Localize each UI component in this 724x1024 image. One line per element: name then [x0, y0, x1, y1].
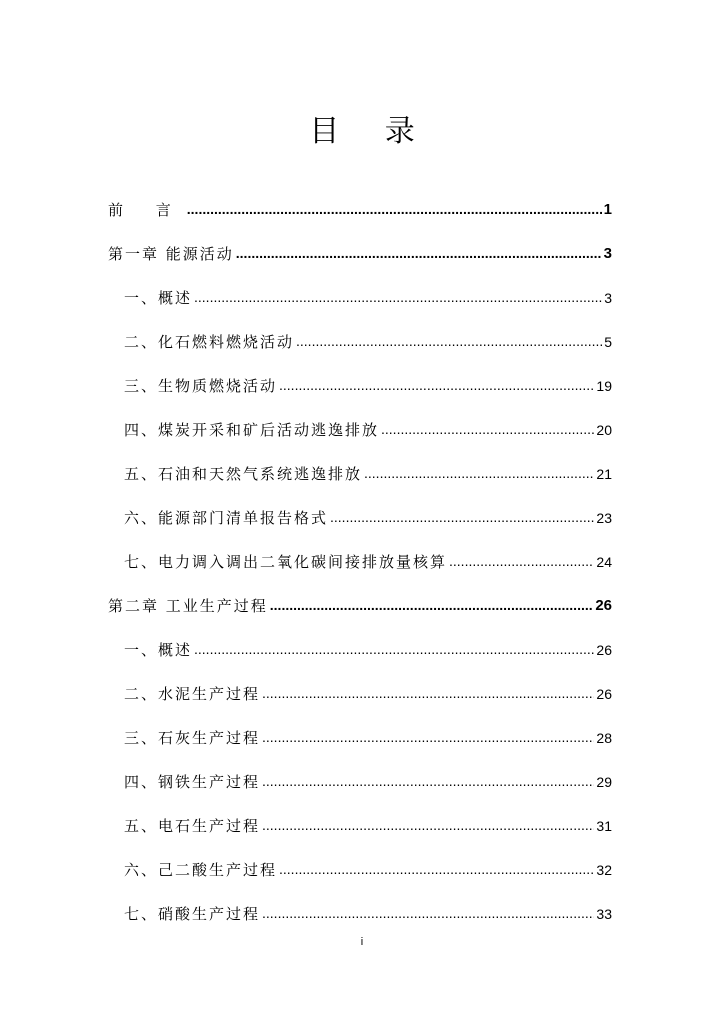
toc-entry-section[interactable] [124, 504, 612, 528]
toc-entry-label: 六、己二酸生产过程 [124, 861, 278, 879]
toc-entry-label: 五、电石生产过程 [124, 817, 261, 835]
toc-entry-page: 5 [604, 334, 612, 350]
toc-entry-page: 23 [596, 510, 612, 526]
toc-entry-label: 二、化石燃料燃烧活动 [124, 333, 295, 351]
toc-entry-label: 七、电力调入调出二氧化碳间接排放量核算 [124, 553, 448, 571]
toc-entry-page: 26 [596, 642, 612, 658]
toc-entry-page: 32 [596, 862, 612, 878]
toc-entry-label: 前 言 [108, 201, 185, 219]
toc-entry-label: 五、石油和天然气系统逃逸排放 [124, 465, 363, 483]
dot-leader [194, 641, 594, 657]
toc-entry-page: 24 [596, 554, 612, 570]
toc-entry-page: 3 [603, 245, 612, 262]
dot-leader [449, 553, 594, 569]
dot-leader [236, 245, 602, 261]
toc-entry-page: 26 [595, 597, 612, 614]
toc-entry-section[interactable] [124, 416, 612, 440]
toc-entry-section[interactable] [124, 636, 612, 660]
toc-entry-label: 七、硝酸生产过程 [124, 905, 261, 923]
toc-entry-label: 第一章 能源活动 [108, 245, 234, 263]
dot-leader [187, 201, 602, 217]
dot-leader [262, 905, 594, 921]
toc-entry-section[interactable] [124, 724, 612, 748]
toc-entry-section[interactable] [124, 548, 612, 572]
dot-leader [364, 465, 594, 481]
toc-entry-label: 一、概述 [124, 641, 193, 659]
toc-entry-label: 四、钢铁生产过程 [124, 773, 261, 791]
dot-leader [270, 597, 594, 613]
toc-entry-label: 四、煤炭开采和矿后活动逃逸排放 [124, 421, 380, 439]
toc-entry-section[interactable] [124, 768, 612, 792]
toc-entry-section[interactable] [124, 372, 612, 396]
dot-leader [262, 729, 594, 745]
dot-leader [279, 377, 594, 393]
toc-entry-chapter-1[interactable] [108, 240, 612, 264]
toc-entry-label: 一、概述 [124, 289, 193, 307]
toc-entry-chapter-2[interactable] [108, 592, 612, 616]
toc-entry-page: 21 [596, 466, 612, 482]
toc-entry-page: 33 [596, 906, 612, 922]
toc-entry-preface[interactable] [108, 196, 612, 220]
page-title: 目 录 [309, 114, 433, 149]
page-number-footer: i [360, 936, 364, 948]
toc-entry-page: 28 [596, 730, 612, 746]
dot-leader [262, 817, 594, 833]
dot-leader [330, 509, 594, 525]
toc-entry-section[interactable] [124, 856, 612, 880]
toc-entry-page: 1 [603, 201, 612, 218]
toc-entry-label: 二、水泥生产过程 [124, 685, 261, 703]
toc-entry-page: 19 [596, 378, 612, 394]
toc-entry-label: 六、能源部门清单报告格式 [124, 509, 329, 527]
toc-entry-page: 3 [604, 290, 612, 306]
toc-entry-section[interactable] [124, 812, 612, 836]
toc-entry-section[interactable] [124, 284, 612, 308]
dot-leader [262, 685, 594, 701]
dot-leader [262, 773, 594, 789]
dot-leader [381, 421, 594, 437]
toc-entry-label: 第二章 工业生产过程 [108, 597, 268, 615]
dot-leader [279, 861, 594, 877]
toc-entry-label: 三、生物质燃烧活动 [124, 377, 278, 395]
toc-entry-section[interactable] [124, 328, 612, 352]
toc-entry-section[interactable] [124, 680, 612, 704]
toc-entry-label: 三、石灰生产过程 [124, 729, 261, 747]
dot-leader [296, 333, 602, 349]
toc-entry-page: 29 [596, 774, 612, 790]
toc-entry-page: 20 [596, 422, 612, 438]
toc-entry-section[interactable] [124, 900, 612, 924]
dot-leader [194, 289, 602, 305]
toc-entry-page: 31 [596, 818, 612, 834]
toc-entry-section[interactable] [124, 460, 612, 484]
toc-entry-page: 26 [596, 686, 612, 702]
